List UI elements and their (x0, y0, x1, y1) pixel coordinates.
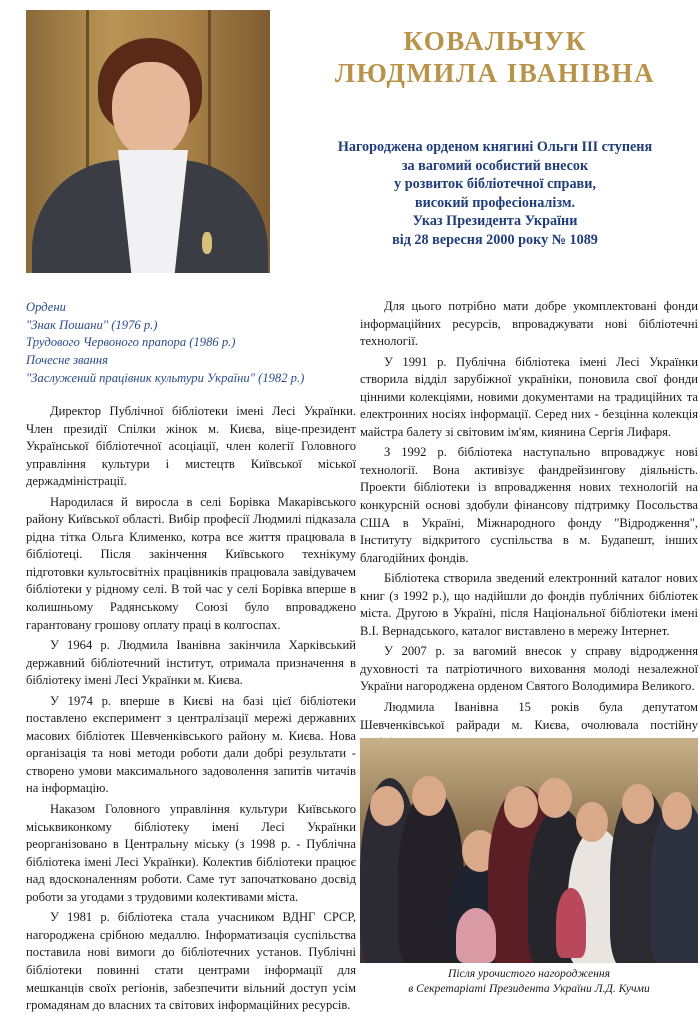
left-column (26, 403, 356, 1018)
orders-line: "Заслужений працівник культури України" (1982 р.) (26, 370, 305, 385)
award-line: у розвиток бібліотечної справи, (394, 176, 596, 192)
caption-line: Після урочистого нагородження (447, 967, 611, 980)
name-line-given: ЛЮДМИЛА ІВАНІВНА (334, 58, 656, 88)
name-line-surname: КОВАЛЬЧУК (403, 26, 587, 56)
paragraph: У 1981 р. бібліотека стала учасником ВДНГ СРСР, нагороджена срібною медаллю. Інформатизація суспільства поставила нові вимоги до бібліотечних установ. Публічні бібліотеки повинні стати центрами інформації для мешканців своїх регіонів, забезпечити вільний доступ усім громадянам до власних та світових інформаційних ресурсів. (26, 910, 356, 1013)
paragraph: Бібліотека створила зведений електронний каталог нових книг (з 1992 р.), що надійшли до фондів публічних бібліотек міста. Другою в Україні, після Національної бібліотеки імені В.І. Вернадського, каталог виставлено в мережу Інтернет. (360, 571, 698, 638)
award-line: за вагомий особистий внесок (401, 157, 589, 174)
award-text (300, 138, 690, 249)
orders-line: Ордени (26, 300, 66, 314)
paragraph: Директор Публічної бібліотеки імені Лесі Українки. Член президії Спілки жінок м. Києва, віце-президент Української бібліотечної асоціації, член колегії Головного управління культури і мистецтв Київської міської держадміністрації. (26, 404, 356, 489)
award-line: Нагороджена орденом княгині Ольги ІІІ ступеня (337, 139, 653, 155)
paragraph: Наказом Головного управління культури Київського міськвиконкому бібліотеку імені Лесі Українки реорганізовано в Центральну міську (з 1998 р. - Публічна бібліотека імені Лесі Українки). Колектив бібліотеки працює над вдосконаленням роботи. Саме тут започатковано досвід роботи за угодами з трудовими колективами міста. (26, 802, 356, 904)
photo-caption (360, 966, 698, 996)
paragraph: Людмила Іванівна 15 років була депутатом Шевченківської райради м. Києва, очолювала постійну (360, 700, 698, 732)
brooch-icon (202, 232, 212, 254)
orders-line: Трудового Червоного прапора (1986 р.) (26, 335, 236, 350)
caption-line: в Секретаріаті Президента України Л.Д. Кучми (408, 982, 650, 995)
paragraph: У 1974 р. вперше в Києві на базі цієї бібліотеки поставлено експеримент з централізації мережі державних масових бібліотек Шевченківського району м. Києва. Нова організація та нові методи роботи дали добрі результати - створено умови максимального задоволення запитів читачів на інформацію. (26, 693, 356, 796)
right-column (360, 298, 698, 755)
award-line: високий професіоналізм. (414, 194, 576, 211)
group-photo (360, 738, 698, 963)
paragraph: У 1991 р. Публічна бібліотека імені Лесі Українки створила відділ зарубіжної україніки, поновила свої фонди цінними колекціями, новими документами на традиційних та електронних носіях інформації. Серед них - безцінна колекція майстра балету зі світовим ім'ям, киянина Сергія Лифаря. (360, 354, 698, 439)
award-line: Указ Президента України (412, 213, 578, 229)
orders-line: Почесне звання (26, 353, 109, 368)
paragraph: Народилася й виросла в селі Борівка Макарівського району Київської області. Вибір професії Людмилі підказала рідна тітка Ольга Клименко, котра все життя працювала в бібліотеці. Після закінчення Київського технікуму підготовки культосвітніх працівників працювала завідувачем бібліотеки у рідному селі. В той час у селі Борівка вперше в колишньому Радянському Союзі було впроваджено гарантовану грошову оплату праці в колгоспах. (26, 494, 356, 632)
orders-list (26, 299, 356, 388)
paragraph: З 1992 р. бібліотека наступально впроваджує нові технології. Вона активізує фандрейзингову діяльність. Проекти бібліотеки із впровадження нових технологій на конкурсній основі здобули фінансову підтримку Посольства США в Україні, Міжнародного фонду "Відродження", Інституту відкритого суспільства в м. Будапешт, інших благодійних фондів. (360, 445, 698, 565)
paragraph: У 1964 р. Людмила Іванівна закінчила Харківський державний бібліотечний інститут, отримала призначення в бібліотеку імені Лесі Українки м. Києва. (26, 638, 356, 688)
portrait-photo (26, 10, 270, 273)
paragraph: Для цього потрібно мати добре укомплектовані фонди інформаційних ресурсів, впроваджувати нові бібліотечні технології. (360, 299, 698, 349)
award-line: від 28 вересня 2000 року № 1089 (392, 231, 598, 248)
paragraph: У 2007 р. за вагомий внесок у справу відродження духовності та патріотичного виховання молоді незалежної України нагороджена орденом Святого Володимира Великого. (360, 644, 698, 694)
orders-line: "Знак Пошани" (1976 р.) (26, 317, 158, 332)
